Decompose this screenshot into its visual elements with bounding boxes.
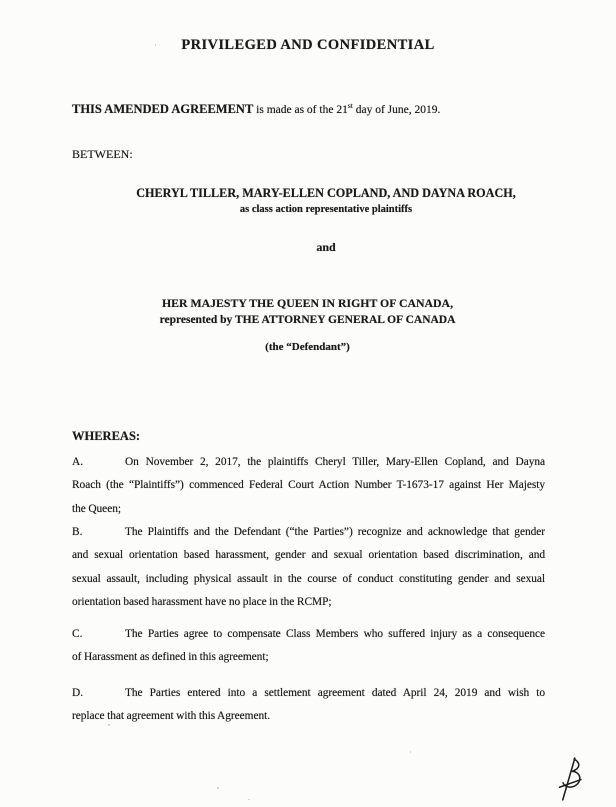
plaintiffs-block — [103, 185, 549, 218]
between-label: BETWEEN: — [72, 147, 133, 161]
scan-speckle — [217, 787, 219, 789]
recital-text: The Plaintiffs and the Defendant (“the Parties”) recognize and acknowledge that gender — [125, 526, 545, 538]
and-separator: and — [316, 240, 336, 254]
recital-line: orientation based harassment have no place in the RCMP; — [72, 595, 332, 608]
recital-line — [72, 623, 545, 646]
plaintiffs-role: as class action representative plaintiffs — [239, 203, 413, 215]
recital-text: On November 2, 2017, the plaintiffs Cheryl Tiller, Mary-Ellen Copland, and Dayna — [125, 456, 545, 468]
recital-text: The Parties entered into a settlement agreement dated April 24, 2019 and wish to — [125, 687, 545, 699]
recital-line — [72, 521, 545, 544]
recital-line — [72, 451, 545, 474]
defendant-block — [72, 295, 543, 328]
scan-speckle — [410, 751, 411, 753]
defendant-designation: (the “Defendant”) — [265, 341, 350, 353]
intro-tail-text: day of June, 2019. — [352, 104, 441, 116]
ordinal-suffix: st — [347, 101, 353, 111]
recital-line — [72, 682, 545, 705]
scan-speckle — [248, 799, 250, 800]
recital-a — [72, 451, 545, 521]
recital-text: The Parties agree to compensate Class Members who suffered injury as a consequence — [125, 628, 545, 640]
recital-line: the Queen; — [72, 502, 121, 515]
recital-line: and sexual orientation based harassment, gender and sexual orientation based discrimination, and — [72, 549, 545, 562]
defendant-name: HER MAJESTY THE QUEEN IN RIGHT OF CANADA, — [161, 296, 454, 310]
intro-mid-text: is made as of the 21 — [253, 104, 348, 116]
recital-line: replace that agreement with this Agreement. — [72, 710, 271, 723]
recital-line: of Harassment as defined in this agreement; — [72, 651, 269, 664]
intro-sentence — [72, 99, 545, 120]
recital-label: B. — [72, 526, 83, 538]
classification-header: PRIVILEGED AND CONFIDENTIAL — [181, 37, 435, 53]
agreement-lead-text: THIS AMENDED AGREEMENT — [72, 102, 254, 116]
recital-line: Roach (the “Plaintiffs”) commenced Federal Court Action Number T-1673-17 against Her Majesty — [72, 479, 545, 492]
initials-scribble-icon — [558, 757, 584, 801]
recital-label: C. — [72, 628, 83, 640]
plaintiffs-names: CHERYL TILLER, MARY-ELLEN COPLAND, AND DAYNA ROACH, — [136, 186, 516, 200]
recital-label: D. — [72, 687, 84, 699]
recital-b — [72, 521, 545, 614]
scan-speckle — [155, 44, 156, 46]
whereas-label: WHEREAS: — [72, 429, 141, 443]
defendant-representation: represented by THE ATTORNEY GENERAL OF CANADA — [159, 313, 456, 326]
scan-speckle — [108, 724, 110, 726]
recital-line: sexual assault, including physical assault in the course of conduct constituting gender and sexual — [72, 572, 545, 585]
handwritten-initials-mark — [558, 757, 584, 801]
recital-label: A. — [72, 456, 84, 468]
recital-c — [72, 623, 545, 670]
recital-d — [72, 682, 545, 729]
